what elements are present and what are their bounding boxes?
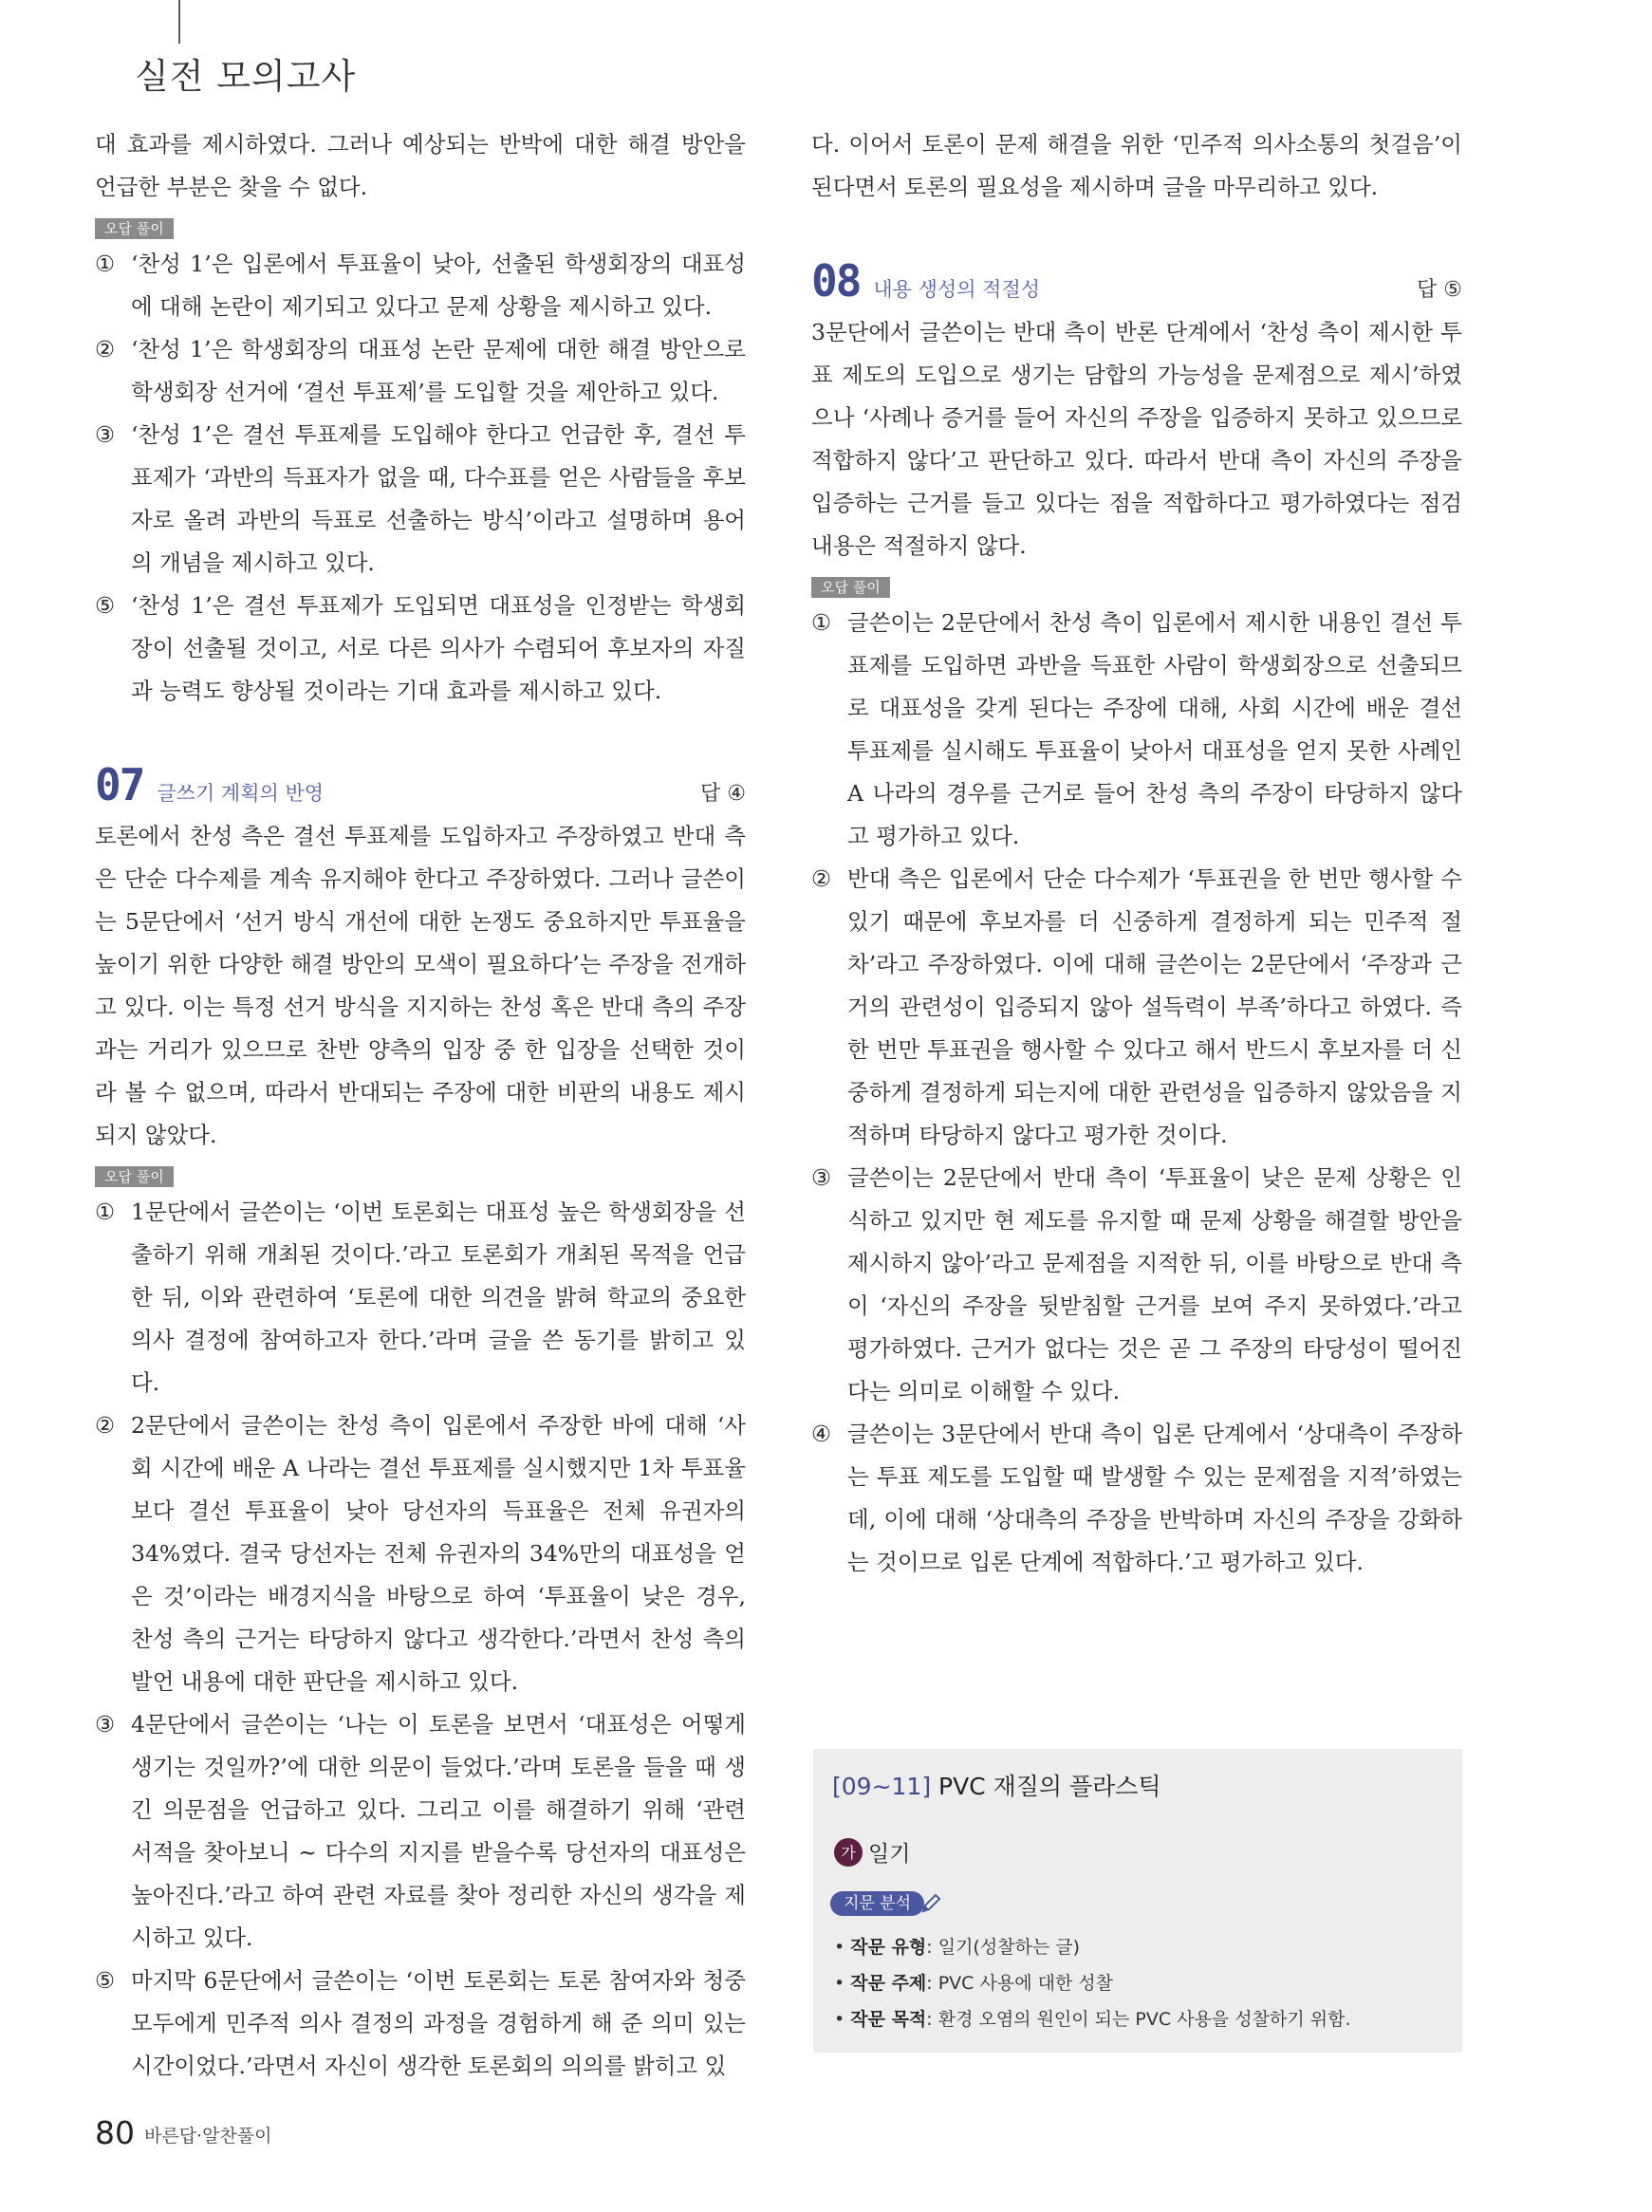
right-intro-text: 다. 이어서 토론이 문제 해결을 위한 ‘민주적 의사소통의 첫걸음’이 된다면서 토론의 필요성을 제시하며 글을 마무리하고 있다.	[811, 131, 1462, 200]
left-intro-text: 대 효과를 제시하였다. 그러나 예상되는 반박에 대한 해결 방안을 언급한 부분은 찾을 수 없다.	[95, 131, 746, 200]
ga-text: 일기	[868, 1842, 911, 1867]
analysis-label: 지문 분석	[830, 1891, 924, 1916]
passage-ga-label	[834, 1836, 910, 1868]
question-title: 글쓰기 계획의 반영	[157, 782, 325, 805]
list-item: ② 2문단에서 글쓴이는 찬성 측이 입론에서 주장한 바에 대해 ‘사회 시간에 배운 A 나라는 결선 투표제를 실시했지만 1차 투표율보다 결선 투표율이 낮아 당선자의 득표율은 전체 유권자의 34%였다. 결국 당선자는 전체 유권자의 34%만의 대표성을 얻은 것’이라는 배경지식을 바탕으로 하여 ‘투표율이 낮은 경우, 찬성 측의 근거는 타당하지 않다고 생각한다.’라면서 찬성 측의 발언 내용에 대한 판단을 제시하고 있다.	[95, 1412, 746, 1695]
analysis-bullets	[834, 1929, 1351, 2037]
answer-label: 답 ⑤	[1417, 278, 1462, 302]
question-07-body: 토론에서 찬성 측은 결선 투표제를 도입하자고 주장하였고 반대 측은 단순 다수제를 계속 유지해야 한다고 주장하였다. 그러나 글쓴이는 5문단에서 ‘선거 방식 개선에 대한 논쟁도 중요하지만 투표율을 높이기 위한 다양한 해결 방안의 모색이 필요하다’는 주장을 전개하고 있다. 이는 특정 선거 방식을 지지하는 찬성 혹은 반대 측의 주장과는 거리가 있으므로 찬반 양측의 입장 중 한 입장을 선택한 것이라 볼 수 없으며, 따라서 반대되는 주장에 대한 비판의 내용도 제시되지 않았다.	[95, 823, 746, 1148]
list-item: ③ ‘찬성 1’은 결선 투표제를 도입해야 한다고 언급한 후, 결선 투표제가 ‘과반의 득표자가 없을 때, 다수표를 얻은 사람들을 후보자로 올려 과반의 득표로 선출하는 방식’이라고 설명하며 용어의 개념을 제시하고 있다.	[95, 421, 746, 576]
list-item: ③ 글쓴이는 2문단에서 반대 측이 ‘투표율이 낮은 문제 상황은 인식하고 있지만 현 제도를 유지할 때 문제 상황을 해결할 방안을 제시하지 않아’라고 문제점을 지적한 뒤, 이를 바탕으로 반대 측이 ‘자신의 주장을 뒷받침할 근거를 보여 주지 못하였다.’라고 평가하였다. 근거가 없다는 것은 곧 그 주장의 타당성이 떨어진다는 의미로 이해할 수 있다.	[811, 1164, 1462, 1404]
wrong-answer-badge: 오답 풀이	[95, 1166, 174, 1187]
answer-label: 답 ④	[700, 782, 746, 806]
ga-circle-badge: 가	[834, 1838, 863, 1867]
list-item: ③ 4문단에서 글쓴이는 ‘나는 이 토론을 보면서 ‘대표성은 어떻게 생기는 것일까?’에 대한 의문이 들었다.’라며 토론을 들을 때 생긴 의문점을 언급하고 있다. 그리고 이를 해결하기 위해 ‘관련 서적을 찾아보니 ~ 다수의 지지를 받을수록 당선자의 대표성은 높아진다.’라고 하여 관련 자료를 찾아 정리한 자신의 생각을 제시하고 있다.	[95, 1711, 746, 1951]
question-title: 내용 생성의 적절성	[873, 278, 1041, 301]
list-item: ② ‘찬성 1’은 학생회장의 대표성 논란 문제에 대한 해결 방안으로 학생회장 선거에 ‘결선 투표제’를 도입할 것을 제안하고 있다.	[95, 336, 746, 405]
header-rule	[178, 0, 180, 44]
list-item: ⑤ ‘찬성 1’은 결선 투표제가 도입되면 대표성을 인정받는 학생회장이 선출될 것이고, 서로 다른 의사가 수렴되어 후보자의 자질과 능력도 향상될 것이라는 기대 효과를 제시하고 있다.	[95, 592, 746, 704]
list-item: ① 글쓴이는 2문단에서 찬성 측이 입론에서 제시한 내용인 결선 투표제를 도입하면 과반을 득표한 사람이 학생회장으로 선출되므로 대표성을 갖게 된다는 주장에 대해, 사회 시간에 배운 결선 투표제를 실시해도 투표율이 낮아서 대표성을 얻지 못한 사례인 A 나라의 경우를 근거로 들어 찬성 측의 주장이 타당하지 않다고 평가하고 있다.	[811, 609, 1462, 849]
passage-info-box	[813, 1749, 1462, 2053]
left-column	[95, 123, 746, 2088]
wrong-answer-badge: 오답 풀이	[95, 218, 174, 239]
question-08-header	[811, 255, 1462, 307]
list-item: • 작문 주제: PVC 사용에 대한 성찰	[834, 1973, 1114, 1994]
question-08-body: 3문단에서 글쓴이는 반대 측이 반론 단계에서 ‘찬성 측이 제시한 투표 제도의 도입으로 생기는 담합의 가능성을 문제점으로 제시’하였으나 ‘사례나 증거를 들어 자신의 주장을 입증하지 못하고 있으므로 적합하지 않다’고 판단하고 있다. 따라서 반대 측이 자신의 주장을 입증하는 근거를 들고 있다는 점을 적합하다고 평가하였다는 점검 내용은 적절하지 않다.	[811, 319, 1462, 559]
page-header-title: 실전 모의고사	[135, 56, 357, 97]
list-item: ① ‘찬성 1’은 입론에서 투표율이 낮아, 선출된 학생회장의 대표성에 대해 논란이 제기되고 있다고 문제 상황을 제시하고 있다.	[95, 251, 746, 320]
list-item: ⑤ 마지막 6문단에서 글쓴이는 ‘이번 토론회는 토론 참여자와 청중 모두에게 민주적 의사 결정의 과정을 경험하게 해 준 의미 있는 시간이었다.’라면서 자신이 생각한 토론회의 의의를 밝히고 있	[95, 1967, 746, 2079]
wrong-answer-badge: 오답 풀이	[811, 577, 890, 598]
passage-analysis-tab	[830, 1891, 943, 1916]
right-column	[811, 123, 1462, 1584]
page-number: 80	[95, 2114, 135, 2151]
list-item: ④ 글쓴이는 3문단에서 반대 측이 입론 단계에서 ‘상대측이 주장하는 투표 제도를 도입할 때 발생할 수 있는 문제점을 지적’하였는데, 이에 대해 ‘상대측의 주장을 반박하며 자신의 주장을 강화하는 것이므로 입론 단계에 적합하다.’고 평가하고 있다.	[811, 1421, 1462, 1575]
list-item: • 작문 유형: 일기(성찰하는 글)	[834, 1937, 1081, 1958]
book-title: 바른답·알찬풀이	[144, 2126, 272, 2147]
question-number: 07	[95, 759, 144, 810]
question-range: [09~11]	[832, 1773, 932, 1800]
question-number: 08	[811, 255, 861, 307]
passage-set-title	[832, 1768, 1161, 1802]
list-item: ② 반대 측은 입론에서 단순 다수제가 ‘투표권을 한 번만 행사할 수 있기 때문에 후보자를 더 신중하게 결정하게 되는 민주적 절차’라고 주장하였다. 이에 대해 글쓴이는 2문단에서 ‘주장과 근거의 관련성이 입증되지 않아 설득력이 부족’하다고 하였다. 즉 한 번만 투표권을 행사할 수 있다고 해서 반드시 후보자를 더 신중하게 결정하게 되는지에 대한 관련성을 입증하지 않았음을 지적하며 타당하지 않다고 평가한 것이다.	[811, 865, 1462, 1148]
passage-title: PVC 재질의 플라스틱	[938, 1773, 1161, 1800]
list-item: ① 1문단에서 글쓴이는 ‘이번 토론회는 대표성 높은 학생회장을 선출하기 위해 개최된 것이다.’라고 토론회가 개최된 목적을 언급한 뒤, 이와 관련하여 ‘토론에 대한 의견을 밝혀 학교의 중요한 의사 결정에 참여하고자 한다.’라며 글을 쓴 동기를 밝히고 있다.	[95, 1199, 746, 1396]
question-07-header	[95, 759, 746, 810]
pencil-icon	[919, 1891, 943, 1916]
list-item: • 작문 목적: 환경 오염의 원인이 되는 PVC 사용을 성찰하기 위함.	[834, 2009, 1351, 2030]
